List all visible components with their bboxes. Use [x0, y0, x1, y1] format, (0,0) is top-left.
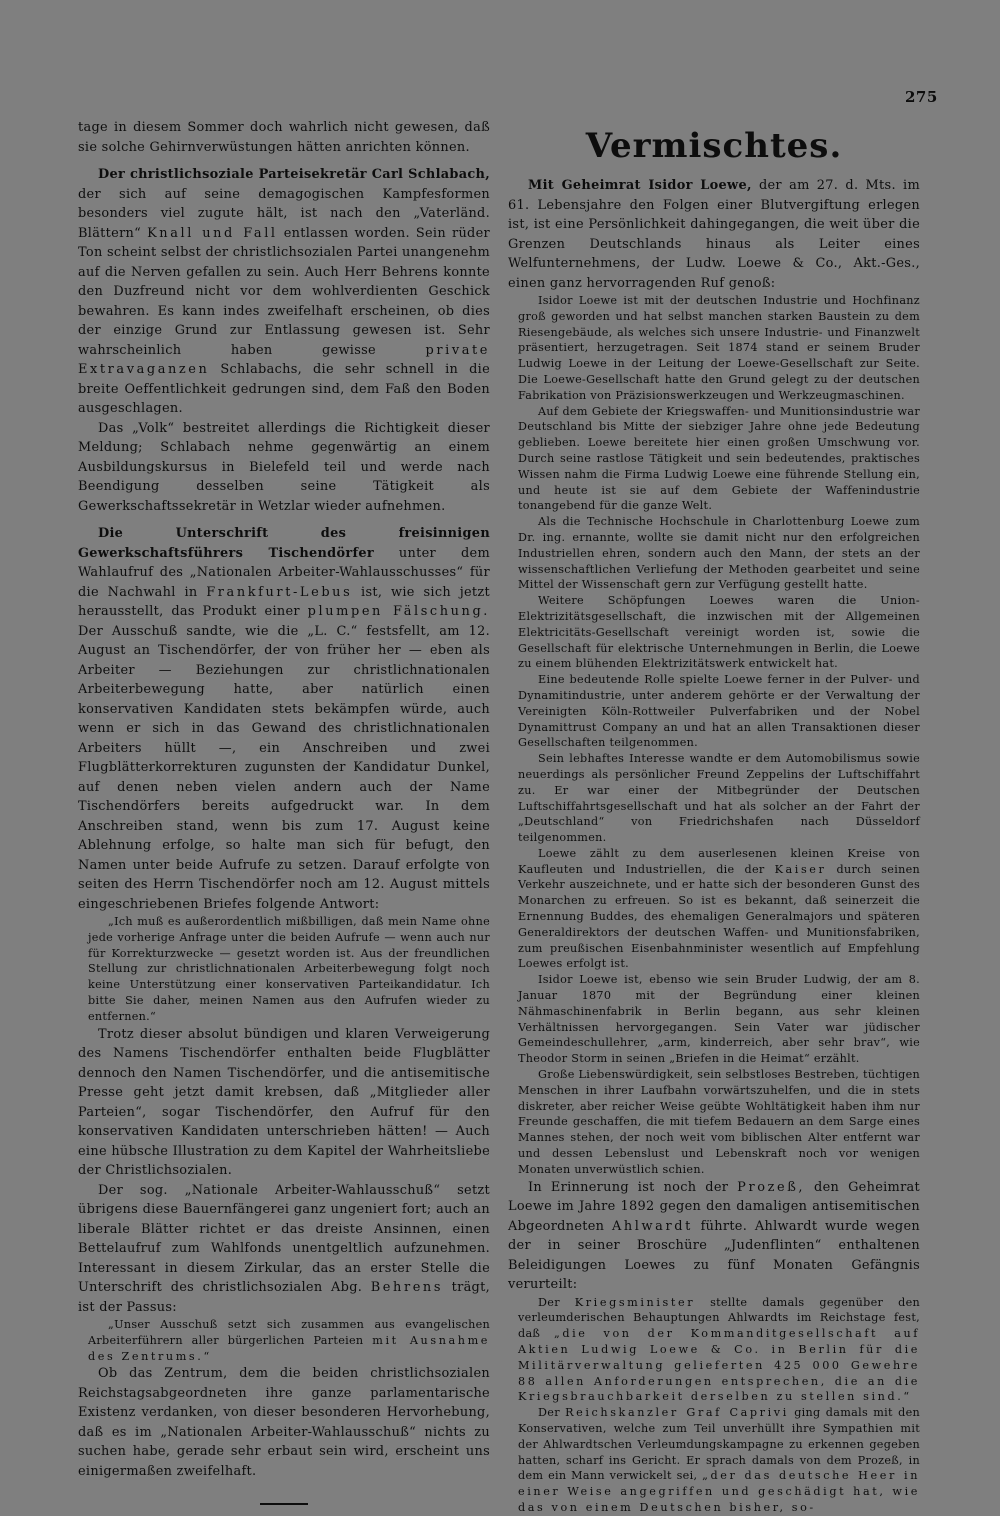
spaced-emphasis: mit Ausnahme des Zentrums. [88, 1333, 491, 1363]
left-column [78, 118, 490, 1505]
spaced-emphasis: Ahlwardt [612, 1218, 693, 1234]
quote-paragraph: Als die Technische Hochschule in Charlottenburg Loewe zum Dr. ing. ernannte, wollte sie damit nicht nur den erfolgreichen Industriellen ehren, sondern auch den Mann, der stets an der wissenschaftlichen Verliefung der Methoden gearbeitet und seine Mittel der Wissenschaft gern zur Verfügung gestellt hatte. [518, 515, 920, 592]
quote-paragraph: Isidor Loewe ist, ebenso wie sein Bruder Ludwig, der am 8. Januar 1870 mit der Begründung einer kleinen Nähmaschinenfabrik in Berlin begann, aus sehr kleinen Verhältnissen hervorgegangen. Sein Vater war jüdischer Gemeindeschullehrer, „arm, kinderreich, aber sehr brav“, wie Theodor Storm in seinen „Briefen in die Heimat“ erzählt. [518, 973, 920, 1066]
quote-paragraph: Isidor Loewe ist mit der deutschen Industrie und Hochfinanz groß geworden und hat selbst manchen starken Baustein zu dem Riesengebäude, als welches sich unsere Industrie- und Finanzwelt präsentiert, herzugetragen. Seit 1874 stand er seinem Bruder Ludwig Loewe in der Leitung der Loewe-Gesellschaft zur Seite. Die Loewe-Gesellschaft hatte den Grund gelegt zu der deutschen Fabrikation von Präzisionswerkzeugen und Werkzeugmaschinen. [518, 294, 920, 402]
quote-paragraph: Der Kriegsminister stellte damals gegenüber den verleumderischen Behauptungen Ahlwardts im Reichstage fest, daß „die von der Kommanditgesellschaft auf Aktien Ludwig Loewe & Co. in Berlin für die Militärverwaltung gelieferten 425 000 Gewehre 88 allen Anforderungen entsprechen, die an die Kriegsbrauchbarkeit derselben zu stellen sind.“ [518, 1295, 921, 1404]
quote-passus: „Unser Ausschuß setzt sich zusammen aus evangelischen Arbeiterführern aller bürgerlichen Parteien mit Ausnahme des Zentrums.“ [88, 1318, 491, 1363]
article-headline: Mit Geheimrat Isidor Loewe, [528, 178, 752, 193]
paragraph-trotz: Trotz dieser absolut bündigen und klaren Verweigerung des Namens Tischendörfer enthalten beide Flugblätter dennoch den Namen Tischendörfer, und die antisemitische Presse geht jetzt damit krebsen, daß „Mitglieder aller Parteien“, sogar Tischendörfer, den Aufruf für den konservativen Kandidaten unterschrieben hätten! — Auch eine hübsche Illustration zu dem Kapitel der Wahrheitsliebe der Christlichsozialen. [78, 1026, 490, 1179]
paragraph-volk: Das „Volk“ bestreitet allerdings die Richtigkeit dieser Meldung; Schlabach nehme gegenwärtig an einem Ausbildungskursus in Bielefeld teil und werde nach Beendigung desselben seine Tätigkeit als Gewerkschaftssekretär in Wetzlar wieder aufnehmen. [78, 420, 490, 514]
spaced-emphasis: private Extravaganzen [78, 342, 490, 377]
spaced-emphasis: Frankfurt-Lebus [206, 584, 353, 600]
quote-paragraph: Loewe zählt zu dem auserlesenen kleinen Kreise von Kaufleuten und Industriellen, die der Kaiser durch seinen Verkehr auszeichnete, und er hatte sich der besonderen Gunst des Monarchen zu erfreuen. So ist es bekannt, daß seinerzeit die Ernennung Buddes, des ehemaligen Generalmajors und späteren Generaldirektors der deutschen Waffen- und Munitionsfabriken, zum preußischen Eisenbahnminister wesentlich auf Empfehlung Loewes erfolgt ist. [518, 846, 921, 971]
quote-paragraph: Der Reichskanzler Graf Caprivi ging damals mit den Konservativen, welche zum Teil unverhüllt ihre Sympathien mit der Ahlwardtschen Verleumdungskampagne zu erkennen gegeben hatten, scharf ins Gericht. Er sprach damals von dem Prozeß, in dem ein Mann verwickelt sei, „der das deutsche Heer in einer Weise angegriffen und geschädigt hat, wie das von einem Deutschen bisher, so- [518, 1406, 921, 1514]
quote-paragraph: Eine bedeutende Rolle spielte Loewe ferner in der Pulver- und Dynamitindustrie, unter anderem gehörte er der Verwaltung der Vereinigten Köln-Rottweiler Pulverfabriken und der Nobel Dynamittrust Company an und hat an allen Transaktionen dieser Gesellschaften teilgenommen. [518, 673, 920, 750]
paragraph-zentrum: Ob das Zentrum, dem die beiden christlichsozialen Reichstagsabgeordneten ihre ganze parlamentarische Existenz verdanken, von dieser besonderen Hervorhebung, daß es im „Nationalen Arbeiter-Wahlausschuß“ nichts zu suchen habe, gerade sehr erbaut sein wird, erscheint uns einigermaßen zweifelhaft. [78, 1366, 490, 1479]
article-tischendoerfer: Die Unterschrift des freisinnigen Gewerkschaftsführers Tischendörfer unter dem Wahlaufruf des „Nationalen Arbeiter-Wahlausschusses“ für die Nachwahl in Frankfurt-Lebus ist, wie sich jetzt herausstellt, das Produkt einer plumpen Fälschung. Der Ausschuß sandte, wie die „L. C.“ festsfellt, am 12. August an Tischendörfer, der von früher her — eben als Arbeiter — Beziehungen zur christlichnationalen Arbeiterbewegung hatte, aber natürlich einen konservativen Kandidaten stets bekämpfen würde, auch wenn er sich in das Gewand des christlichnationalen Arbeiters hüllt —, ein Anschreiben und zwei Flugblätterkorrekturen zugunsten der Kandidatur Dunkel, auf denen neben vielen andern auch der Name Tischendörfers bereits aufgedruckt war. In dem Anschreiben stand, wenn bis zum 17. August keine Ablehnung erfolge, so halte man sich für befugt, den Namen unter beide Aufrufe zu setzen. Darauf erfolgte von seiten des Herrn Tischendörfer noch am 12. August mittels eingeschriebenen Briefes folgende Antwort: [78, 526, 490, 912]
article-headline: Der christlichsoziale Parteisekretär Carl Schlabach, [98, 167, 490, 182]
article-schlabach: Der christlichsoziale Parteisekretär Carl Schlabach, der sich auf seine demagogischen Kampfesformen besonders viel zugute hält, ist nach den „Vaterländ. Blättern“ Knall und Fall entlassen worden. Sein rüder Ton scheint selbst der christlichsozialen Partei unangenehm auf die Nerven gefallen zu sein. Auch Herr Behrens konnte den Duzfreund nicht vor dem wohlverdienten Geschick bewahren. Es kann indes zweifelhaft erscheinen, ob dies der einzige Grund zur Entlassung gewesen ist. Sehr wahrscheinlich haben gewisse private Extravaganzen Schlabachs, die sehr schnell in die breite Oeffentlichkeit gedrungen sind, dem Faß den Boden ausgeschlagen. [78, 167, 490, 416]
spaced-emphasis: Kriegsminister [574, 1295, 696, 1309]
spaced-emphasis: Behrens [370, 1280, 444, 1296]
spaced-emphasis: Kaiser [774, 862, 827, 876]
quote-letter: „Ich muß es außerordentlich mißbilligen, daß mein Name ohne jede vorherige Anfrage unter die beiden Aufrufe — wenn auch nur für Korrekturzwecke — gesetzt worden ist. Aus der freundlichen Stellung zur christlichnationalen Arbeiterbewegung folgt noch keine Unterstützung einer konservativen Parteikandidatur. Ich bitte Sie daher, meinen Namen aus den Aufrufen wieder zu entfernen.“ [88, 915, 490, 1023]
spaced-emphasis: „die von der Kommanditgesellschaft auf Aktien Ludwig Loewe & Co. in Berlin für die Militärverwaltung gelieferten 425 000 Gewehre 88 allen Anforderungen entsprechen, die an die Kriegsbrauchbarkeit derselben zu stellen sind.“ [518, 1327, 921, 1404]
spaced-emphasis: Prozeß, [737, 1179, 806, 1195]
spaced-emphasis: Reichskanzler Graf Caprivi [565, 1406, 789, 1420]
quote-paragraph: Sein lebhaftes Interesse wandte er dem Automobilismus sowie neuerdings als persönlicher Freund Zeppelins der Luftschiffahrt zu. Er war einer der Mitbegründer der Deutschen Luftschiffahrtsgesellschaft und hat als solcher an der Fahrt der „Deutschland“ von Friedrichshafen nach Düsseldorf teilgenommen. [518, 752, 920, 845]
paragraph-wahlausschuss: Der sog. „Nationale Arbeiter-Wahlausschuß“ setzt übrigens diese Bauernfängerei ganz ungeniert fort; auch an liberale Blätter richtet er das dreiste Ansinnen, einen Bettelaufruf zum Wahlfonds unentgeltlich aufzunehmen. Interessant in diesem Zirkular, das an erster Stelle die Unterschrift des christlichsozialen Abg. Behrens trägt, ist der Passus: [78, 1182, 490, 1315]
spaced-emphasis: plumpen Fälschung. [307, 604, 490, 619]
paragraph-prozess: In Erinnerung ist noch der Prozeß, den Geheimrat Loewe im Jahre 1892 gegen den damaligen antisemitischen Abgeordneten Ahlwardt führte. Ahlwardt wurde wegen der in seiner Broschüre „Judenflinten“ enthaltenen Beleidigungen Loewes zu fünf Monaten Gefängnis verurteilt: [508, 1179, 921, 1293]
spaced-emphasis: „der das deutsche Heer in einer Weise angegriffen und geschädigt hat, wie das von einem Deutschen bisher, so- [518, 1469, 920, 1514]
section-title: Vermischtes. [585, 126, 843, 166]
spaced-emphasis: Knall und Fall [147, 225, 278, 241]
article-loewe-intro: Mit Geheimrat Isidor Loewe, der am 27. d. Mts. im 61. Lebensjahre den Folgen einer Blutvergiftung erlegen ist, ist eine Persönlichkeit dahingegangen, die weit über die Grenzen Deutschlands hinaus als Leiter eines Welfunternehmens, der Ludw. Loewe & Co., Akt.-Ges., einen ganz hervorragenden Ruf genoß: [508, 178, 920, 291]
section-divider [260, 1503, 308, 1505]
paragraph-continuation: tage in diesem Sommer doch wahrlich nicht gewesen, daß sie solche Gehirnverwüstungen hätten anrichten können. [78, 120, 490, 155]
quote-paragraph: Auf dem Gebiete der Kriegswaffen- und Munitionsindustrie war Deutschland bis Mitte der siebziger Jahre ohne jede Bedeutung geblieben. Loewe bereitete hier einen großen Umschwung vor. Durch seine rastlose Tätigkeit und sein bedeutendes, praktisches Wissen nahm die Firma Ludwig Loewe eine führende Stellung ein, und heute ist sie auf dem Gebiete der Waffenindustrie tonangebend für die ganze Welt. [518, 404, 920, 513]
quote-paragraph: Große Liebenswürdigkeit, sein selbstloses Bestreben, tüchtigen Menschen in ihrer Laufbahn vorwärtszuhelfen, und die in stets diskreter, aber reicher Weise geübte Wohltätigkeit haben ihm nur Freunde geschaffen, die mit tiefem Bedauern an dem Sarge eines Mannes stehen, der noch weit vom biblischen Alter entfernt war und dessen Lebenslust und Lebenskraft noch vor wenigen Monaten unverwüstlich schien. [518, 1068, 920, 1176]
page-number: 275 [905, 88, 938, 106]
article-headline: Die Unterschrift des freisinnigen Gewerkschaftsführers Tischendörfer [78, 526, 490, 561]
right-column [508, 118, 920, 1516]
quote-paragraph: Weitere Schöpfungen Loewes waren die Union-Elektrizitätsgesellschaft, die inzwischen mit der Allgemeinen Elektricitäts-Gesellschaft vereinigt worden ist, sowie die Gesellschaft für elektrische Unternehmungen in Berlin, die Loewe zu einem blühenden Elektrizitätswerk entwickelt hat. [518, 594, 920, 671]
